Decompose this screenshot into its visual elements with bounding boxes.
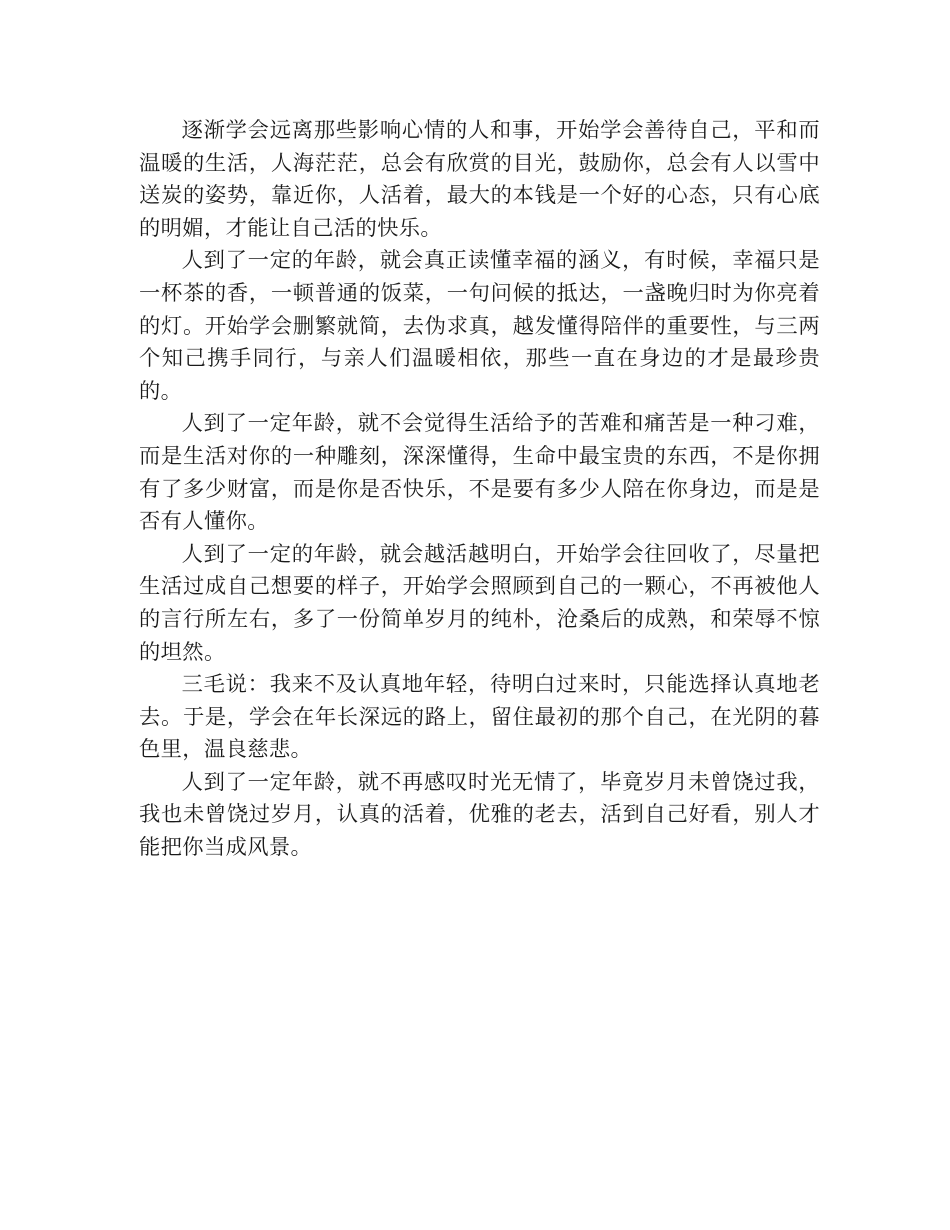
document-body bbox=[139, 115, 820, 865]
paragraph: 人到了一定年龄，就不会觉得生活给予的苦难和痛苦是一种刁难，而是生活对你的一种雕刻，深深懂得，生命中最宝贵的东西，不是你拥有了多少财富，而是你是否快乐，不是要有多少人陪在你身边，而是是否有人懂你。 bbox=[139, 411, 820, 535]
paragraph: 人到了一定年龄，就不再感叹时光无情了，毕竟岁月未曾饶过我，我也未曾饶过岁月，认真的活着，优雅的老去，活到自己好看，别人才能把你当成风景。 bbox=[139, 769, 820, 861]
paragraph: 逐渐学会远离那些影响心情的人和事，开始学会善待自己，平和而温暖的生活，人海茫茫，总会有欣赏的目光，鼓励你，总会有人以雪中送炭的姿势，靠近你，人活着，最大的本钱是一个好的心态，只有心底的明媚，才能让自己活的快乐。 bbox=[139, 118, 820, 241]
paragraph: 人到了一定的年龄，就会越活越明白，开始学会往回收了，尽量把生活过成自己想要的样子，开始学会照顾到自己的一颗心，不再被他人的言行所左右，多了一份简单岁月的纯朴，沧桑后的成熟，和荣辱不惊的坦然。 bbox=[139, 541, 820, 665]
paragraph: 人到了一定的年龄，就会真正读懂幸福的涵义，有时候，幸福只是一杯茶的香，一顿普通的饭菜，一句问候的抵达，一盏晚归时为你亮着的灯。开始学会删繁就简，去伪求真，越发懂得陪伴的重要性，与三两个知己携手同行，与亲人们温暖相依，那些一直在身边的才是最珍贵的。 bbox=[139, 248, 820, 404]
paragraph: 三毛说：我来不及认真地年轻，待明白过来时，只能选择认真地老去。于是，学会在年长深远的路上，留住最初的那个自己，在光阴的暮色里，温良慈悲。 bbox=[139, 672, 820, 763]
